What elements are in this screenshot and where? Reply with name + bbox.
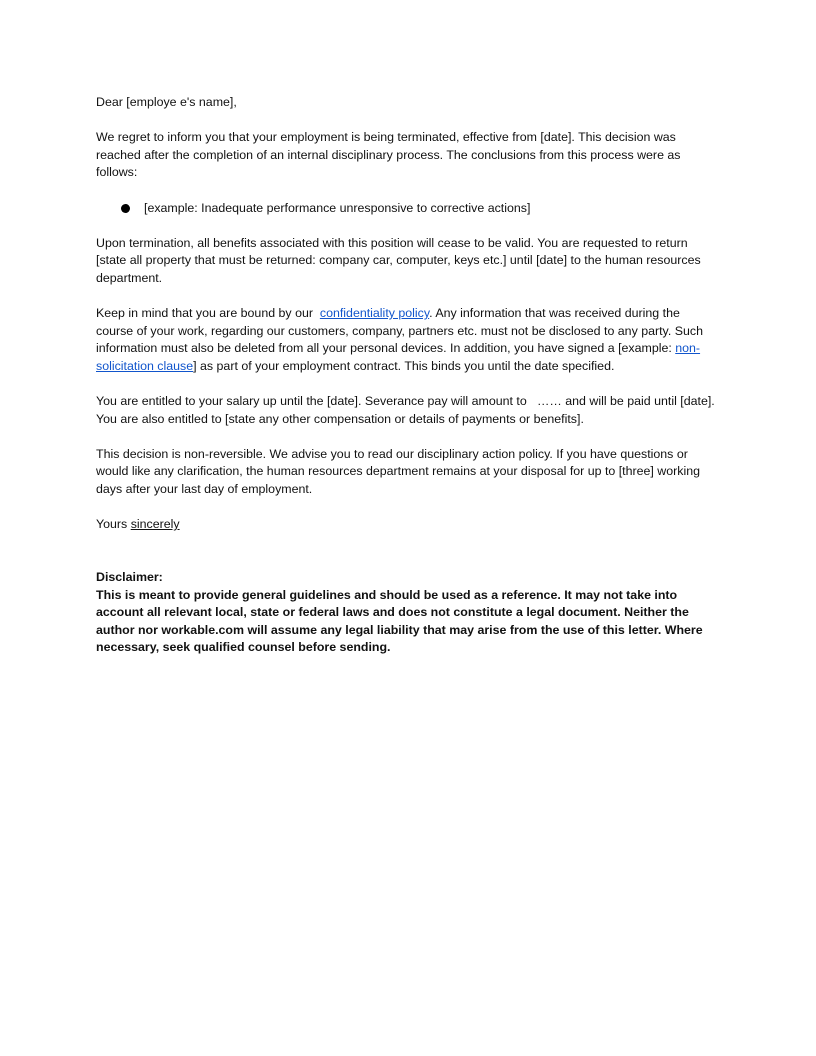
- paragraph-decision: This decision is non-reversible. We advise you to read our disciplinary action policy. If you have questions or would like any clarification, the human resources department remains at your disposal for up to [three] working days after your last day of employment.: [96, 446, 701, 497]
- confidentiality-text-2: . Any information that was received during the course of your work, regarding our customers, company, partners etc. must not be disclosed to any party. Such information must also be deleted from all your personal devices. In addition, you have signed a [example:: [96, 306, 703, 356]
- disclaimer-heading: Disclaimer:: [96, 570, 163, 585]
- signoff: [96, 516, 718, 534]
- disclaimer-body: This is meant to provide general guidelines and should be used as a reference. It may not take into account all relevant local, state or federal laws and does not constitute a legal document. Neither the author nor workable.com will assume any legal liability that may arise from the use of this letter. Where necessary, seek qualified counsel before sending.: [96, 587, 703, 655]
- non-solicitation-clause-link[interactable]: non-solicitation clause: [96, 341, 701, 373]
- paragraph-benefits: Upon termination, all benefits associated with this position will cease to be valid. You are requested to return [state all property that must be returned: company car, computer, keys etc.] until [date] to the human resources department.: [96, 235, 701, 285]
- list-item-text: [example: Inadequate performance unresponsive to corrective actions]: [144, 200, 531, 215]
- confidentiality-policy-link[interactable]: confidentiality policy: [319, 306, 430, 321]
- paragraph-termination-notice: We regret to inform you that your employment is being terminated, effective from [date]. This decision was reached after the completion of an internal disciplinary process. The conclusions from this process were as follows:: [96, 130, 681, 180]
- greeting: Dear [employe e's name],: [96, 95, 237, 109]
- paragraph-confidentiality: [96, 305, 718, 375]
- signoff-word: sincerely: [130, 517, 180, 532]
- conclusions-list: [96, 200, 718, 218]
- bullet-icon: [121, 204, 130, 213]
- signoff-prefix: Yours: [96, 517, 131, 532]
- letter-page: [96, 94, 718, 657]
- list-item: [96, 200, 718, 218]
- confidentiality-text-3: ] as part of your employment contract. This binds you until the date specified.: [193, 358, 615, 373]
- confidentiality-text-1: Keep in mind that you are bound by our: [96, 306, 320, 321]
- paragraph-salary: You are entitled to your salary up until the [date]. Severance pay will amount to …… and will be paid until [date]. You are also entitled to [state any other compensation or details of payments or benefits].: [96, 394, 718, 426]
